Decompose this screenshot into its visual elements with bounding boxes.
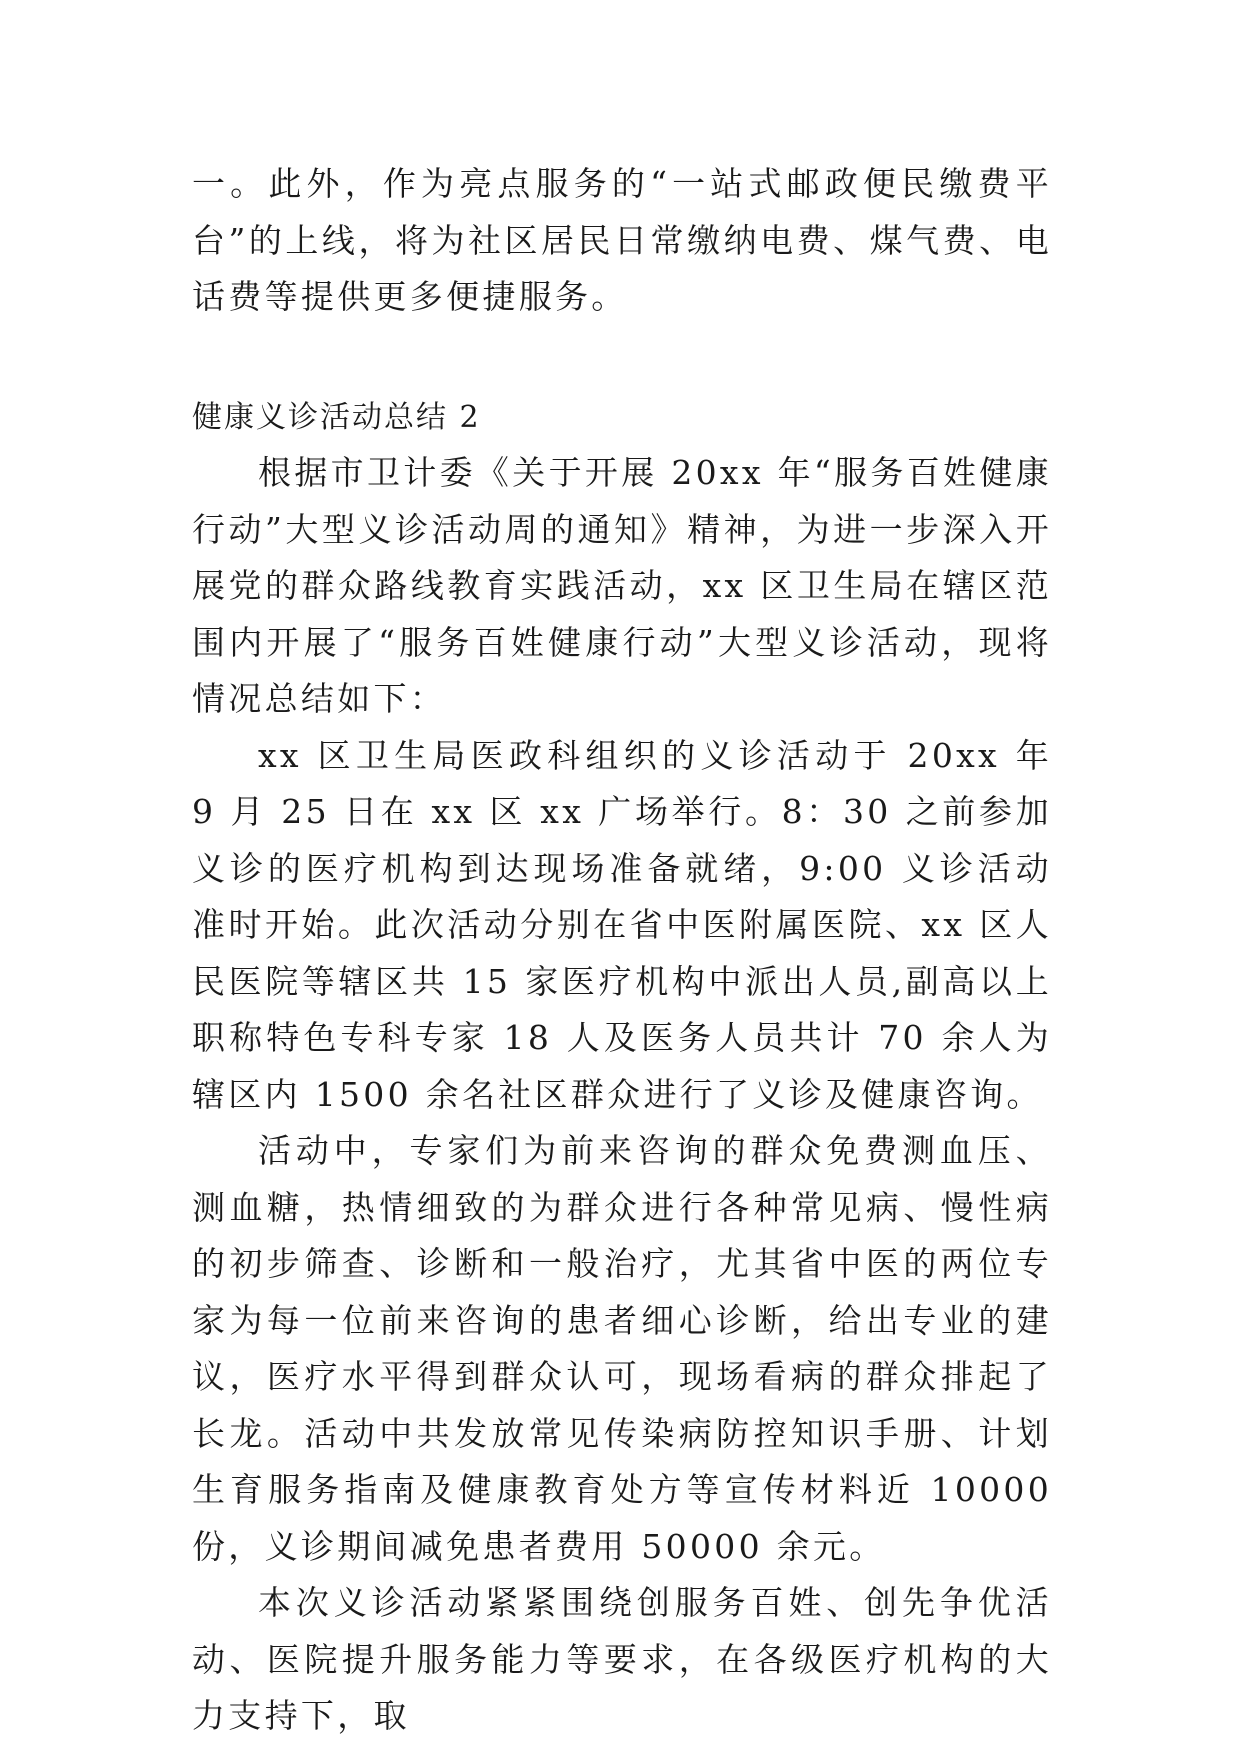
section-title: 健康义诊活动总结 2 [192,400,481,435]
body-text [192,445,1052,1745]
paragraph-1: 根据市卫计委《关于开展 20xx 年“服务百姓健康行动”大型义诊活动周的通知》精神，为进一步深入开展党的群众路线教育实践活动，xx 区卫生局在辖区范围内开展了“服务百姓健康行动”大型义诊活动，现将情况总结如下： [192,453,1052,718]
paragraph-2: xx 区卫生局医政科组织的义诊活动于 20xx 年 9 月 25 日在 xx 区 xx 广场举行。8：30 之前参加义诊的医疗机构到达现场准备就绪，9:00 义诊活动准时开始。此次活动分别在省中医附属医院、xx 区人民医院等辖区共 15 家医疗机构中派出人员,副高以上职称特色专科专家 18 人及医务人员共计 70 余人为辖区内 1500 余名社区群众进行了义诊及健康咨询。 [192,735,1052,1114]
paragraph-4: 本次义诊活动紧紧围绕创服务百姓、创先争优活动、医院提升服务能力等要求，在各级医疗机构的大力支持下，取 [192,1583,1052,1735]
paragraph-3: 活动中，专家们为前来咨询的群众免费测血压、测血糖，热情细致的为群众进行各种常见病、慢性病的初步筛查、诊断和一般治疗，尤其省中医的两位专家为每一位前来咨询的患者细心诊断，给出专业的建议，医疗水平得到群众认可，现场看病的群众排起了长龙。活动中共发放常见传染病防控知识手册、计划生育服务指南及健康教育处方等宣传材料近 10000 份，义诊期间减免患者费用 50000 余元。 [192,1131,1052,1566]
paragraph-text: 一。此外，作为亮点服务的“一站式邮政便民缴费平台”的上线，将为社区居民日常缴纳电费、煤气费、电话费等提供更多便捷服务。 [192,164,1052,316]
continuation-paragraph [192,156,1052,326]
